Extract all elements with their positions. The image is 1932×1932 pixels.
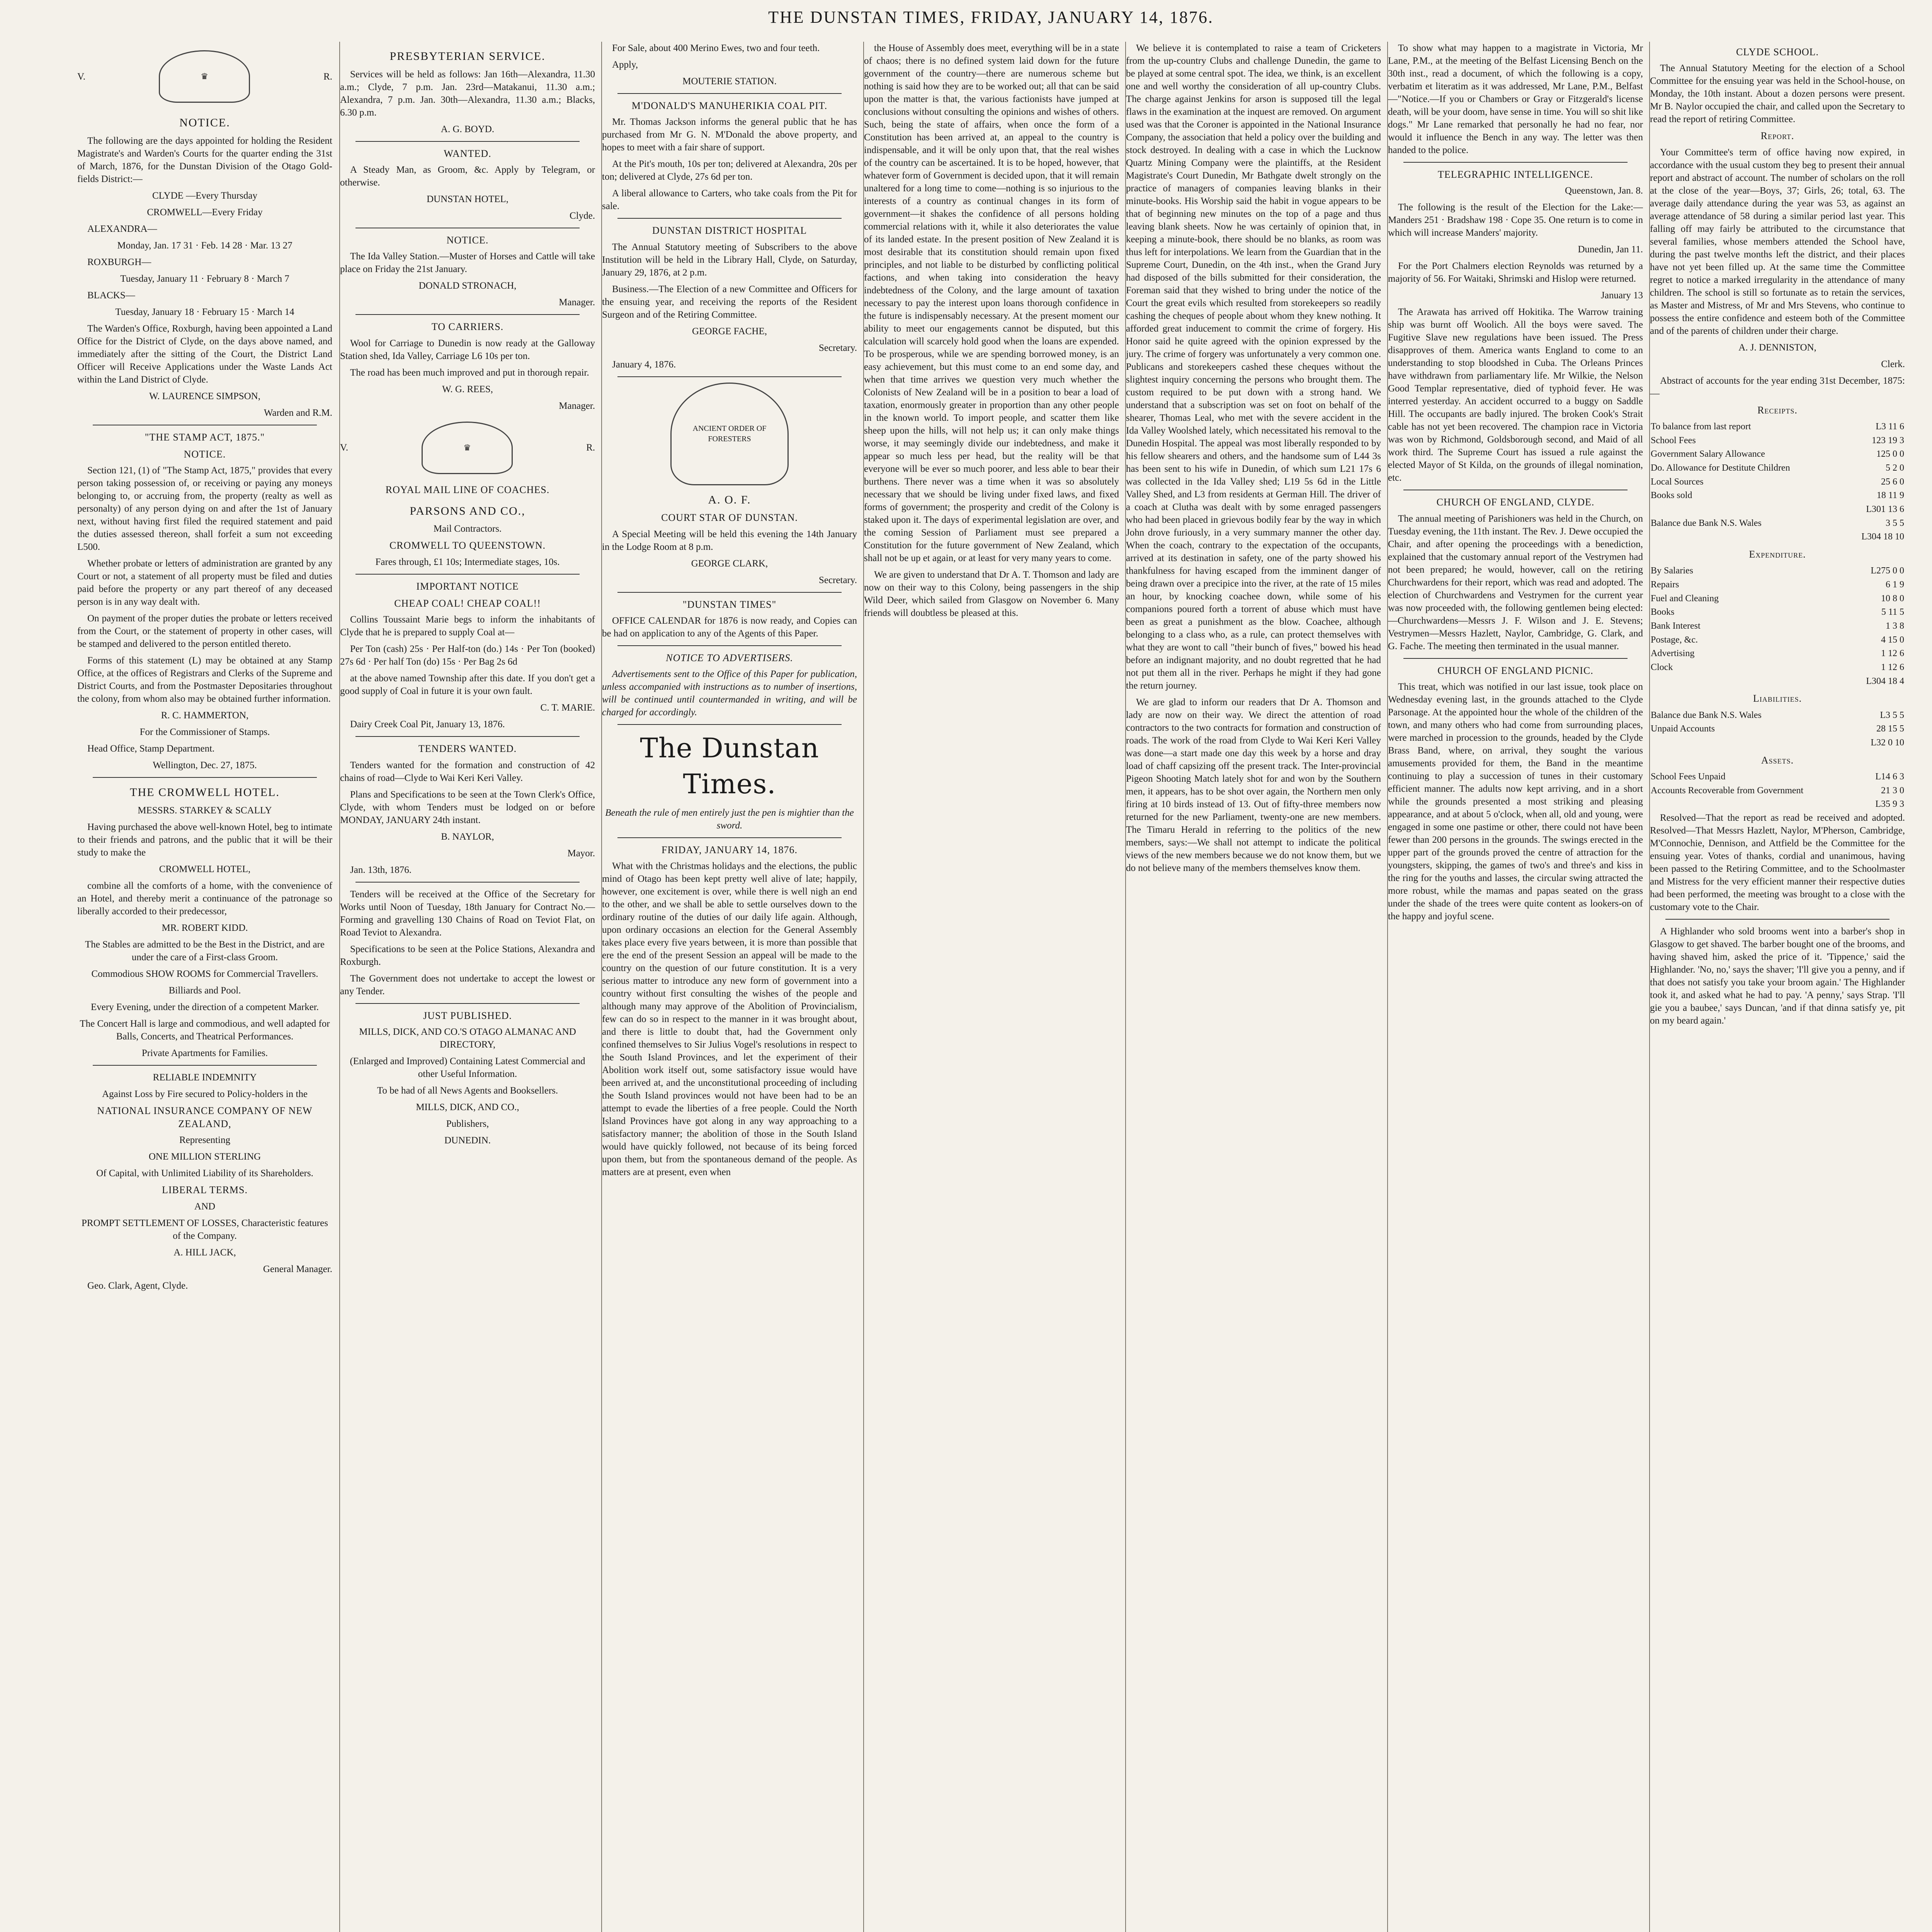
column-2 bbox=[339, 42, 595, 1932]
account-item bbox=[1650, 736, 1844, 750]
account-amount: 1 12 6 bbox=[1881, 648, 1904, 659]
dateline: FRIDAY, JANUARY 14, 1876. bbox=[662, 844, 798, 855]
advertisers-body: Advertisements sent to the Office of this Paper for publication, unless accompanied with instructions as to number of insertions, will be continued until countermanded in writing, and will be charged for accordingly. bbox=[602, 669, 857, 718]
insurance-manager: A. HILL JACK, bbox=[173, 1247, 236, 1258]
account-item: To balance from last report bbox=[1651, 421, 1751, 432]
aof-signature: GEORGE CLARK, bbox=[691, 558, 768, 569]
insurance-capital: ONE MILLION STERLING bbox=[148, 1151, 261, 1162]
coal-body-2: at the above named Township after this date. If you don't get a good supply of Coal in future it is your own fault. bbox=[340, 673, 595, 697]
account-row bbox=[1650, 503, 1905, 517]
hospital-role: Secretary. bbox=[818, 342, 857, 353]
column-4 bbox=[863, 42, 1119, 1932]
account-row bbox=[1650, 461, 1905, 475]
divider bbox=[617, 837, 842, 838]
account-item: Repairs bbox=[1651, 579, 1679, 590]
account-row bbox=[1650, 592, 1905, 606]
stamp-notice-title: NOTICE. bbox=[184, 448, 226, 460]
blacks-lines: Tuesday, January 18 · February 15 · March 14 bbox=[115, 306, 294, 317]
school-intro: The Annual Statutory Meeting for the election of a School Committee for the ensuing year was held in the School-house, on Monday, the 10th instant. About a dozen persons were present. Mr B. Naylor occupied the chair, and called upon the Secretary to read the report of retiring Committee. bbox=[1650, 63, 1905, 125]
account-amount: L32 0 10 bbox=[1871, 738, 1904, 748]
notice-body: The following are the days appointed for holding the Resident Magistrate's and Warden's Courts for the quarter ending the 31st of March, 1876, for the Dunstan Division of the Otago Gold-fields District:— bbox=[77, 135, 332, 184]
account-amount: 18 11 9 bbox=[1876, 490, 1904, 501]
stamp-act-title: "THE STAMP ACT, 1875." bbox=[145, 431, 265, 443]
carriers-title: TO CARRIERS. bbox=[431, 321, 504, 333]
insurance-manager-role: General Manager. bbox=[263, 1264, 332, 1274]
account-row bbox=[1650, 420, 1905, 434]
account-item: Balance due Bank N.S. Wales bbox=[1651, 710, 1762, 720]
mail-firm: PARSONS AND CO., bbox=[410, 504, 526, 517]
account-row bbox=[1650, 564, 1905, 578]
aof-body: A Special Meeting will be held this evening the 14th January in the Lodge Room at 8 p.m. bbox=[602, 529, 857, 552]
school-title: CLYDE SCHOOL. bbox=[1736, 46, 1819, 58]
tenders-date: Jan. 13th, 1876. bbox=[350, 864, 412, 875]
columns bbox=[77, 42, 1905, 1932]
warden-para: The Warden's Office, Roxburgh, having been appointed a Land Office for the District of Clyde, on the days above named, and immediately after the sitting of the Court, the District Land Officer will Receive Applications under the Waste Lands Act within the Land District of Clyde. bbox=[77, 323, 332, 385]
receipts-table bbox=[1650, 420, 1905, 544]
column-1 bbox=[77, 42, 332, 1932]
account-item: By Salaries bbox=[1651, 566, 1693, 576]
highlander-anecdote: A Highlander who sold brooms went into a barber's shop in Glasgow to get shaved. The barber bought one of the brooms, and having shaved him, asked the price of it. 'Tippence,' said the Highlander. 'No, no,' says the shaver; 'I'll give you a penny, and if that does not satisfy you take your broom again.' The Highlander took it, and asked what he had to pay. 'A penny,' says Strap. 'I'll gie you a baubee,' says Duncan, 'and if that dinna satisfy ye, pit on my beard again.' bbox=[1650, 926, 1905, 1026]
wanted-body: A Steady Man, as Groom, &c. Apply by Telegram, or otherwise. bbox=[340, 164, 595, 188]
account-row bbox=[1650, 605, 1905, 619]
assets-table bbox=[1650, 770, 1905, 811]
account-row bbox=[1650, 661, 1905, 675]
account-amount: 4 15 0 bbox=[1881, 634, 1904, 645]
advertisers-title: NOTICE TO ADVERTISERS. bbox=[666, 652, 793, 663]
account-row bbox=[1650, 784, 1905, 798]
blacks-head: BLACKS— bbox=[87, 290, 135, 301]
account-row bbox=[1650, 736, 1905, 750]
hospital-body-2: Business.—The Election of a new Committee and Officers for the ensuing year, and receiving the reports of the Resident Surgeon and of the Retiring Committee. bbox=[602, 284, 857, 320]
account-item: School Fees Unpaid bbox=[1651, 771, 1726, 782]
carriers-body-2: The road has been much improved and put in thorough repair. bbox=[350, 367, 589, 378]
news-items: We believe it is contemplated to raise a team of Cricketers from the up-country Clubs and challenge Dunedin, the game to be played at some central spot. The idea, we think, is an excellent one and well worthy the consideration of all up-country Clubs. The charge against Jenkins for arson is supposed till the legal flaws in the examination at the inquest are removed. On argument used was that the Coroner is appointed in the National Insurance Company, the association that held a policy over the building and stock destroyed. In dealing with a case in which the Lucknow Quartz Mining Company were the plaintiffs, at the Resident Magistrate's Court Dunedin, Mr Bathgate dwelt strongly on the practice of managers of companies leaving blanks in their minute-books. His Worship said the habit in vogue appears to be that of beginning new minutes on the top of a page and thus leaving blank sheets. Now he was certainly of opinion that, in keeping a minute-book, there should be no blanks, as room was thus left for interpolations. We learn from the Guardian that in the Supreme Court, Dunedin, on the 4th inst., when the Grand Jury had disposed of the bills submitted for their consideration, the Foreman said that they wished to bring under the notice of the Court the great evils which resulted from storekeepers so readily cashing the cheques of people about whom they knew nothing. It afforded great inducement to commit the crime of forgery. His Honor said he quite agreed with the opinion expressed by the jury. The crime of forgery was unfortunately a very common one. Publicans and storekeepers cashed these cheques without the slightest inquiry concerning the persons who brought them. The custom required to be put down with a strong hand. We understand that a subscription was set on foot on behalf of the shearer, Thomas Leal, who met with the severe accident in the Ida Valley Woolshed lately, which necessitated his removal to the Dunedin Hospital. The appeal was most liberally responded to by his fellow shearers and others, and the handsome sum of L44 3s has been sent to his wife in Dunedin, of which sum L21 17s 6 was collected in the Ida Valley shed; L19 5s 6d in the Little Valley Shed, and L3 from residents at German Hill. The driver of a coach at Clutha was dealt with by some enraged passengers who had been placed in grievous bodily fear by the way in which John drove furiously, in a very summary manner the other day. When the coach, contrary to the expectation of the occupants, arrived at its destination in safety, one of the party showed his thankfulness for having escaped from the imminent danger of being drawn over a precipice into the river, at the rate of 15 miles an hour, by knocking coachee down, while some of his companions poured forth a torrent of abuse which must have been as great a punishment as the blow. Coachee, although belonging to a class who, as a rule, can protect themselves with what they are wont to call "their bunch of fives," bowed his head before an indignant majority, and no doubt regretted that he had not put them all in the river. Perhaps he might if they had gone the return journey. bbox=[1126, 43, 1381, 691]
account-item: Books sold bbox=[1651, 490, 1692, 501]
account-amount: 10 8 0 bbox=[1881, 593, 1904, 604]
published-place: DUNEDIN. bbox=[444, 1135, 491, 1146]
account-item: Accounts Recoverable from Government bbox=[1651, 785, 1804, 796]
hotel-concert: The Concert Hall is large and commodious, and well adapted for Balls, Concerts, and Theatrical Performances. bbox=[80, 1018, 330, 1042]
column-6 bbox=[1387, 42, 1643, 1932]
picnic-title: CHURCH OF ENGLAND PICNIC. bbox=[1437, 665, 1594, 676]
account-row bbox=[1650, 675, 1905, 689]
mail-title: ROYAL MAIL LINE OF COACHES. bbox=[385, 484, 550, 495]
account-amount: 125 0 0 bbox=[1876, 449, 1904, 459]
divider bbox=[617, 645, 842, 646]
telegraph-queenstown-body: The following is the result of the Election for the Lake:— Manders 251 · Bradshaw 198 · Cope 35. One return is to come in which will increase Manders' majority. bbox=[1388, 202, 1643, 238]
picnic-body: This treat, which was notified in our last issue, took place on Wednesday evening last, in the grounds attached to the Clyde Parsonage. At the appointed hour the whole of the children of the town, and many others who had come from surrounding places, were marched in procession to the grounds, headed by the Clyde Brass Band, where, on arrival, they sought the various amusements provided for them, the Band in the meantime continuing to play a succession of tunes in their customary efficient manner. The adults now kept arriving, and in a short while the grounds presented a most striking and pleasing appearance, and at about 5 o'clock, when all, old and young, were engaged in some one pastime or other, there could not have been fewer than 200 persons in the grounds. The swings erected in the upper part of the grounds proved the centre of attraction for the youngsters, skipping, the games of two's and three's and kiss in the ring for the youths and lasses, the circular swing attracted the more robust, while the mamas and papas seated on the grass under the shade of the trees were quite content as lookers-on of the happy and joyful scene. bbox=[1388, 681, 1643, 922]
telegraphic-title: TELEGRAPHIC INTELLIGENCE. bbox=[1438, 169, 1593, 180]
assets-title: Assets. bbox=[1761, 754, 1794, 766]
insurance-title: RELIABLE INDEMNITY bbox=[153, 1072, 257, 1083]
mail-seal-left: V. bbox=[340, 442, 349, 453]
divider bbox=[1403, 658, 1628, 659]
account-amount: 5 2 0 bbox=[1886, 463, 1904, 473]
divider bbox=[617, 93, 842, 94]
account-amount: 3 5 5 bbox=[1886, 518, 1904, 528]
seal-right-letter: R. bbox=[323, 71, 332, 82]
account-item: Postage, &c. bbox=[1651, 634, 1698, 645]
stamp-signature: R. C. HAMMERTON, bbox=[161, 710, 249, 721]
divider bbox=[93, 1065, 317, 1066]
insurance-company: NATIONAL INSURANCE COMPANY OF NEW ZEALAND, bbox=[97, 1105, 313, 1130]
tenders-title: TENDERS WANTED. bbox=[418, 743, 517, 755]
hospital-date: January 4, 1876. bbox=[612, 359, 676, 370]
church-body: The annual meeting of Parishioners was held in the Church, on Tuesday evening, the 11th instant. The Rev. J. Dewe occupied the Chair, and after opening the proceedings with a benediction, explained that the customary annual report of the Vestrymen had not been prepared; he would, however, call on the retiring Churchwardens for their report, which was read and adopted. The election of Churchwardens and Vestrymen for the current year was now proceeded with, the following gentlemen being elected:—Churchwardens—Messrs J. F. Wilson and J. E. Stevens; Vestrymen—Messrs Hazlett, Naylor, Cambridge, G. Clark, and G. Fache. The meeting then terminated in the usual manner. bbox=[1388, 513, 1643, 651]
liabilities-table bbox=[1650, 709, 1905, 750]
calendar-body: OFFICE CALENDAR for 1876 is now ready, and Copies can be had on application to any of the Agents of this Paper. bbox=[602, 615, 857, 639]
column-7 bbox=[1649, 42, 1905, 1932]
notice-2-role: Manager. bbox=[559, 297, 595, 308]
account-amount: 1 3 8 bbox=[1886, 621, 1904, 631]
aof-court: COURT STAR OF DUNSTAN. bbox=[661, 512, 798, 524]
coalpit-body-3: A liberal allowance to Carters, who take coals from the Pit for sale. bbox=[602, 188, 857, 212]
coal-signature: C. T. MARIE. bbox=[540, 702, 595, 713]
divider bbox=[1403, 162, 1628, 163]
aof-role: Secretary. bbox=[818, 575, 857, 585]
divider bbox=[355, 141, 580, 142]
account-item: Balance due Bank N.S. Wales bbox=[1651, 518, 1762, 528]
account-amount: L14 6 3 bbox=[1875, 771, 1904, 782]
account-row bbox=[1650, 722, 1905, 736]
telegraph-january-body: The Arawata has arrived off Hokitika. The Warrow training ship was burnt off Woolich. All the boys were saved. The Fugitive Slave new regulations have been issued. The Press disapproves of them. America wants England to come to an understanding to stop bloodshed in Cuba. The Orleans Princes have withdrawn from parliamentary life. Mr Wilkie, the Nelson Good Templar representative, died of typhoid fever. He was interred yesterday. An accident occurred to a buggy on Saddle Hill. The occupants are badly injured. The broken Cook's Strait cable has not yet been recovered. The champion race in Victoria was won by Richmond, Goldsborough second, and Maid of all work third. The Supreme Court has issued a rule against the elected Mayor of St Kilda, on the grounds of illegal nomination, etc. bbox=[1388, 307, 1643, 483]
news-item: We are given to understand that Dr A. T. Thomson and lady are now on their way to this Colony, being passengers in the ship Wild Deer, which sailed from Glasgow on November 6. Many friends will doubtless be pleased at this. bbox=[864, 570, 1119, 618]
account-amount: 5 11 5 bbox=[1881, 607, 1904, 617]
divider bbox=[355, 736, 580, 737]
account-item: School Fees bbox=[1651, 435, 1696, 446]
hotel-predecessor: MR. ROBERT KIDD. bbox=[162, 922, 248, 933]
account-item: Unpaid Accounts bbox=[1651, 724, 1715, 734]
account-row bbox=[1650, 475, 1905, 489]
hotel-show-rooms: Commodious SHOW ROOMS for Commercial Travellers. bbox=[91, 968, 318, 979]
hotel-body-2: combine all the comforts of a home, with the convenience of an Hotel, and thereby merit a continuance of the patronage so liberally accorded to their predecessor, bbox=[77, 880, 332, 917]
divider bbox=[617, 592, 842, 593]
coal-prices: Per Ton (cash) 25s · Per Half-ton (do.) 14s · Per Ton (booked) 27s 6d · Per half Ton (do) 15s · Per Bag 2s 6d bbox=[340, 644, 595, 667]
sale-station: MOUTERIE STATION. bbox=[682, 76, 777, 87]
report-body: Your Committee's term of office having now expired, in accordance with the usual custom they beg to present their annual report and abstract of account. The number of scholars on the roll at the close of the year—Boys, 37; Girls, 26; total, 63. The average daily attendance during the year was 53, as against an average attendance of 58 during a similar period last year. This falling off may fairly be attributed to the circumstance that several families, whose members attended the School have, during the past twelve months left the district, and their places have not yet been filled up. At the same time the Committee regret to notice a marked irregularity in the attendance of many children. The school is still so fortunate as to retain the services, as Master and Mistress, of Mr and Mrs Stevens, who continue to possess the entire confidence and esteem both of the Committee and of the parents of children under their charge. bbox=[1650, 147, 1905, 336]
published-sub: (Enlarged and Improved) Containing Latest Commercial and other Useful Information. bbox=[350, 1056, 585, 1079]
tenders-2-body-3: The Government does not undertake to accept the lowest or any Tender. bbox=[340, 973, 595, 997]
stamp-para-1: Section 121, (1) of "The Stamp Act, 1875," provides that every person taking possession of, or receiving or paying any moneys belonging to, or accruing from, the property (realty as well as personalty) of any person dying on and after the 1st of January next, without having first filed the required statement and paid the duties assessed thereon, shall forfeit a sum not exceeding L500. bbox=[77, 465, 332, 553]
account-item bbox=[1650, 675, 1812, 689]
leader-continued: the House of Assembly does meet, everything will be in a state of chaos; there is no defined system laid down for the future government of the country—there are numerous scheme but nothing is said how they are to be worked out; all that can be said upon the matter is that, the various factionists have jumped at conclusions without consulting the opinions and wishes of others. Such, being the state of affairs, when once the form of a Constitution has been arrived at, an appeal to the country is indispensable, and it will be only upon that, that the real wishes of the country can be ascertained. It is to be hoped, however, that whatever form of Government is decided upon, that it will remain unaltered for a long time to come—nothing is so injurious to the interests of a country as continual changes in its form of government—it shakes the confidence of all persons holding commercial relations with it, while it also deteriorates the value of its landed estate. In the present position of New Zealand it is most desirable that its constitution should remain upon fixed principles, and not liable to be disturbed by conflicting political factions, and when taking into consideration the heavy indebtedness of the Colony, and the large amount of taxation necessary to pay the interest upon loans thorough confidence in the future is indispensably necessary. At the present moment our ability to meet our engagements cannot be disputed, but this calculation will scarcely hold good when the loans are expended. To be prosperous, while we are spending borrowed money, is an easy achievement, but this must come to an end some day, and when that time arrives we question very much whether the Colonists of New Zealand will be in a position to bear a load of taxation, enormously greater in proportion than any other people in the known world. To import people, and scatter them like sheep upon the hills, will not help us; it can only make things worse, it may seemingly divide our indebtedness, and make it appear so much less per head, but the reality will be that everyone will be ever so much poorer, and less able to bear their burthens. There never was a time when it was so absolutely necessary that we should be living under fixed laws, and fixed forms of government; the prosperity and credit of the Colony is staked upon it. The days of experimental legislation are over, and the coming Session of Parliament must see prepared a Constitution for the future government of New Zealand, which shall not be up et again, or at least for very many years to come. bbox=[864, 43, 1119, 563]
notice-2-title: NOTICE. bbox=[446, 234, 489, 246]
carriers-role: Manager. bbox=[559, 400, 595, 411]
insurance-subtitle: Against Loss by Fire secured to Policy-holders in the bbox=[102, 1088, 308, 1099]
wanted-hotel: DUNSTAN HOTEL, bbox=[427, 194, 509, 204]
notice-2-signature: DONALD STRONACH, bbox=[418, 281, 517, 291]
tenders-2-body-2: Specifications to be seen at the Police Stations, Alexandra and Roxburgh. bbox=[340, 944, 595, 967]
account-amount: 21 3 0 bbox=[1881, 785, 1904, 796]
account-row bbox=[1650, 619, 1905, 633]
abstract-heading: Abstract of accounts for the year ending 31st December, 1875:— bbox=[1650, 375, 1905, 399]
account-amount: 1 12 6 bbox=[1881, 662, 1904, 672]
insurance-and: AND bbox=[194, 1201, 216, 1212]
presbyterian-signature: A. G. BOYD. bbox=[440, 124, 495, 134]
account-amount: L35 9 3 bbox=[1875, 799, 1904, 810]
coal-subtitle: CHEAP COAL! CHEAP COAL!! bbox=[394, 598, 541, 609]
alexandra-head: ALEXANDRA— bbox=[87, 223, 157, 234]
telegraph-dunedin-body: For the Port Chalmers election Reynolds was returned by a majority of 56. For Waitaki, Shrimski and Hislop were returned. bbox=[1388, 261, 1643, 284]
account-item: Books bbox=[1651, 607, 1675, 617]
coal-body: Collins Toussaint Marie begs to inform the inhabitants of Clyde that he is prepared to supply Coal at— bbox=[340, 614, 595, 638]
stamp-office: Head Office, Stamp Department. bbox=[87, 743, 215, 754]
cromwell-line: CROMWELL—Every Friday bbox=[147, 207, 263, 218]
hospital-signature: GEORGE FACHE, bbox=[692, 326, 767, 337]
stamp-date: Wellington, Dec. 27, 1875. bbox=[153, 760, 257, 771]
coalpit-title: M'DONALD'S MANUHERIKIA COAL PIT. bbox=[631, 100, 828, 111]
coal-place: Dairy Creek Coal Pit, January 13, 1876. bbox=[350, 719, 505, 730]
leader-article: What with the Christmas holidays and the elections, the public mind of Otago has been kept pretty well alive of late; happily, however, one excitement is over, while there is well nigh an end to the other, and we shall be able to settle ourselves down to the ordinary routine of the duties of our daily life again. Although, upon ordinary occasions an election for the General Assembly takes place every five years between, it is more than possible that ere the end of the present Session an appeal will be made to the country on the question of our future constitution. It is a very serious matter to introduce any new form of government into a country without first consulting the wishes of the people and although many may approve of the Abolition of Provincialism, few can do so in respect to the manner in it was brought about, and there is little to doubt that, had the Government only confined themselves to Sir Julius Vogel's resolutions in respect to the South Island Provinces, and let the experiment of their Abolition work itself out, some satisfactory issue would have been arrived at, and the unconstitutional proceeding of including the South Island provinces would not have been had to be an attempt to evade the liberties of a free people. Could the North Island Provinces have got along in any way approaching to a satisfactory manner; the abolition of those in the South Island would have quickly followed, not because of its being forced upon them, but from the spontaneous demand of the people. As matters are at present, even when bbox=[602, 861, 857, 1178]
account-amount: 25 6 0 bbox=[1881, 476, 1904, 487]
divider bbox=[617, 376, 842, 377]
account-item bbox=[1650, 530, 1844, 544]
account-item: Bank Interest bbox=[1651, 621, 1701, 631]
tenders-role: Mayor. bbox=[567, 848, 595, 859]
account-amount: L304 18 4 bbox=[1866, 676, 1904, 686]
warden-signature: W. LAURENCE SIMPSON, bbox=[149, 391, 260, 401]
tenders-2-body: Tenders will be received at the Office of the Secretary for Works until Noon of Tuesday, 18th January for Contract No.— Forming and gravelling 130 Chains of Road on Teviot Flat, on Road Teviot to Alexandra. bbox=[340, 889, 595, 938]
news-items-2: We are glad to inform our readers that Dr A. Thomson and lady are now on their way. We direct the attention of road contractors to the two contracts for formation and construction of roads. The work of the road from Clyde to Wai Keri Keri Valley was done—a start made one day this week by a horse and dray load of chaff capsizing off the present track. The Inter-provincial Pigeon Shooting Match lately shot for and won by the Southern men, it appears, has to be shot over again, the Northern men only firing at 10 birds instead of 13. Out of fifty-three members now returned for the new Parliament, twenty-one are new members. The Timaru Herald in referring to the politics of the new members, says:—We shall not attempt to indicate the political views of the new members because we do not know them, but we do not believe many of the members themselves know them. bbox=[1126, 697, 1381, 873]
account-amount: 123 19 3 bbox=[1872, 435, 1904, 446]
insurance-rep: Representing bbox=[179, 1135, 230, 1146]
tenders-body-2: Plans and Specifications to be seen at the Town Clerk's Office, Clyde, with whom Tenders must be lodged on or before MONDAY, JANUARY 24th instant. bbox=[340, 789, 595, 825]
account-item: Government Salary Allowance bbox=[1651, 449, 1765, 459]
telegraph-queenstown: Queenstown, Jan. 8. bbox=[1565, 185, 1643, 196]
hotel-name: CROMWELL HOTEL, bbox=[159, 864, 251, 874]
presbyterian-body: Services will be held as follows: Jan 16th—Alexandra, 11.30 a.m.; Clyde, 7 p.m. Jan. 23rd—Matakanui, 11.30 a.m.; Alexandra, 7 p.m. Jan. 30th—Alexandra, 11.30 a.m.; Blacks, 6.30 p.m. bbox=[340, 69, 595, 118]
stamp-role: For the Commissioner of Stamps. bbox=[139, 727, 270, 738]
roxburgh-head: ROXBURGH— bbox=[87, 257, 151, 267]
account-item bbox=[1650, 503, 1844, 517]
aof-title: A. O. F. bbox=[708, 493, 751, 506]
hotel-stables: The Stables are admitted to be the Best in the District, and are under the care of a First-class Groom. bbox=[85, 939, 325, 963]
tenders-signature: B. NAYLOR, bbox=[441, 831, 494, 842]
expenditure-table bbox=[1650, 564, 1905, 688]
account-item: Fuel and Cleaning bbox=[1651, 593, 1719, 604]
coalpit-body-2: At the Pit's mouth, 10s per ton; delivered at Alexandra, 20s per ton; delivered at Clyde, 27s 6d per ton. bbox=[602, 159, 857, 182]
divider bbox=[1665, 919, 1889, 920]
divider bbox=[355, 882, 580, 883]
account-amount: L275 0 0 bbox=[1871, 566, 1904, 576]
paper-title: The Dunstan Times. bbox=[640, 732, 819, 800]
account-amount: L304 18 10 bbox=[1861, 532, 1904, 542]
hospital-body: The Annual Statutory meeting of Subscribers to the above Institution will be held in the Library Hall, Clyde, on Saturday, January 29, 1876, at 2 p.m. bbox=[602, 242, 857, 278]
account-item: Local Sources bbox=[1651, 476, 1704, 487]
church-title: CHURCH OF ENGLAND, CLYDE. bbox=[1436, 497, 1595, 508]
divider bbox=[355, 314, 580, 315]
hotel-title: THE CROMWELL HOTEL. bbox=[130, 786, 280, 799]
presbyterian-title: PRESBYTERIAN SERVICE. bbox=[389, 50, 546, 63]
divider bbox=[355, 1003, 580, 1004]
expenditure-title: Expenditure. bbox=[1749, 548, 1806, 560]
published-body: MILLS, DICK, AND CO.'S OTAGO ALMANAC AND DIRECTORY, bbox=[359, 1027, 576, 1050]
carriers-signature: W. G. REES, bbox=[442, 384, 493, 395]
report-signature: A. J. DENNISTON, bbox=[1738, 342, 1816, 353]
report-role: Clerk. bbox=[1881, 359, 1905, 369]
coal-title: IMPORTANT NOTICE bbox=[416, 580, 519, 592]
wanted-place: Clyde. bbox=[570, 210, 595, 221]
receipts-title: Receipts. bbox=[1757, 404, 1798, 416]
stamp-para-4: Forms of this statement (L) may be obtained at any Stamp Office, at the offices of Registrars and Clerks of the Supreme and District Courts, and from the Postmaster Depositaries throughout the colony, from whom also may be obtained further information. bbox=[77, 655, 332, 704]
account-row bbox=[1650, 709, 1905, 723]
mail-seal-right: R. bbox=[586, 442, 595, 453]
wanted-title: WANTED. bbox=[444, 148, 492, 159]
account-row bbox=[1650, 647, 1905, 661]
royal-arms-icon: ♛ bbox=[159, 50, 250, 103]
notice-title: NOTICE. bbox=[179, 116, 230, 129]
hotel-private: Private Apartments for Families. bbox=[141, 1048, 268, 1058]
roxburgh-lines: Tuesday, January 11 · February 8 · March 7 bbox=[120, 273, 289, 284]
hotel-owners: MESSRS. STARKEY & SCALLY bbox=[138, 805, 272, 816]
mail-route: CROMWELL TO QUEENSTOWN. bbox=[389, 540, 546, 551]
published-sub-2: To be had of all News Agents and Booksellers. bbox=[377, 1085, 558, 1096]
notice-2-body: The Ida Valley Station.—Muster of Horses and Cattle will take place on Friday the 21st January. bbox=[340, 251, 595, 275]
published-title: JUST PUBLISHED. bbox=[423, 1010, 512, 1021]
alexandra-lines: Monday, Jan. 17 31 · Feb. 14 28 · Mar. 13 27 bbox=[117, 240, 293, 251]
account-item bbox=[1650, 798, 1863, 811]
liabilities-title: Liabilities. bbox=[1753, 693, 1802, 704]
mail-contractors: Mail Contractors. bbox=[433, 524, 502, 534]
seal-left-letter: V. bbox=[77, 71, 86, 82]
telegraph-dunedin: Dunedin, Jan 11. bbox=[1578, 244, 1643, 255]
divider bbox=[617, 724, 842, 725]
insurance-terms: LIBERAL TERMS. bbox=[162, 1184, 248, 1196]
warden-role: Warden and R.M. bbox=[264, 407, 332, 418]
mail-fares: Fares through, £1 10s; Intermediate stages, 10s. bbox=[375, 556, 560, 567]
stamp-para-3: On payment of the proper duties the probate or letters received from the Court, or the statement of property in other cases, will be stamped and delivered to the person entitled thereto. bbox=[77, 613, 332, 650]
account-row bbox=[1650, 489, 1905, 503]
hospital-title: DUNSTAN DISTRICT HOSPITAL bbox=[652, 225, 807, 236]
royal-arms-icon: ♛ bbox=[422, 422, 513, 474]
published-firm: MILLS, DICK, AND CO., bbox=[416, 1102, 519, 1112]
account-amount: 28 15 5 bbox=[1876, 724, 1904, 734]
report-title: Report. bbox=[1760, 130, 1794, 142]
insurance-prompt: PROMPT SETTLEMENT OF LOSSES, Characteristic features of the Company. bbox=[82, 1218, 328, 1241]
account-amount: 6 1 9 bbox=[1886, 579, 1904, 590]
account-row bbox=[1650, 770, 1905, 784]
account-amount: L3 11 6 bbox=[1876, 421, 1904, 432]
divider bbox=[355, 574, 580, 575]
column-3 bbox=[601, 42, 857, 1932]
paper-motto: Beneath the rule of men entirely just the pen is mightier than the sword. bbox=[605, 807, 854, 831]
account-item: Clock bbox=[1651, 662, 1673, 672]
insurance-capital-2: Of Capital, with Unlimited Liability of its Shareholders. bbox=[96, 1168, 313, 1179]
account-item: Advertising bbox=[1651, 648, 1695, 659]
account-row bbox=[1650, 447, 1905, 461]
account-amount: L301 13 6 bbox=[1866, 504, 1904, 514]
hotel-billiards-2: Every Evening, under the direction of a competent Marker. bbox=[90, 1002, 319, 1012]
insurance-agent: Geo. Clark, Agent, Clyde. bbox=[87, 1280, 188, 1291]
divider bbox=[93, 777, 317, 778]
account-row bbox=[1650, 517, 1905, 531]
hotel-body: Having purchased the above well-known Hotel, beg to intimate to their friends and patrons, and the public that it will be their study to make the bbox=[77, 821, 332, 858]
clyde-line: CLYDE —Every Thursday bbox=[152, 190, 257, 201]
account-row bbox=[1650, 633, 1905, 647]
coalpit-body: Mr. Thomas Jackson informs the general public that he has purchased from Mr G. N. M'Donald the above property, and hopes to meet with a fair share of support. bbox=[602, 117, 857, 153]
page-masthead: THE DUNSTAN TIMES, FRIDAY, JANUARY 14, 1876. bbox=[768, 7, 1214, 27]
resolved-text: Resolved—That the report as read be received and adopted. Resolved—That Messrs Hazlett, Naylor, M'Pherson, Cambridge, M'Connochie, Dennison, and Attfield be the Committee for the ensuing year. Votes of thanks, cordial and unanimous, having been passed to the Retiring Committee, and to the Schoolmaster and Mistress for the very efficient manner their respective duties had been performed, the meeting was brought to a close with the customary vote to the Chair. bbox=[1650, 813, 1905, 912]
hotel-billiards: Billiards and Pool. bbox=[168, 985, 241, 996]
account-row bbox=[1650, 798, 1905, 811]
foresters-emblem-icon: ANCIENT ORDER OF FORESTERS bbox=[670, 383, 789, 485]
carriers-body: Wool for Carriage to Dunedin is now ready at the Galloway Station shed, Ida Valley, Carriage L6 10s per ton. bbox=[340, 338, 595, 361]
account-row bbox=[1650, 530, 1905, 544]
victoria-item: To show what may happen to a magistrate in Victoria, Mr Lane, P.M., at the meeting of the Belfast Licensing Bench on the 30th inst., read a document, of which the following is a copy, verbatim et literatim as it was addressed, Mr Lane, P.M., Belfast—"Notice.—If you or Chambers or Gray or Fitzgerald's license death, will be your doom, have sense in time. You will so shit like dogs." Mr Lane remarked that personally he had no fear, nor would it influence the Bench in any way. The letter was then handed to the police. bbox=[1388, 43, 1643, 155]
tenders-body: Tenders wanted for the formation and construction of 42 chains of road—Clyde to Wai Keri Keri Valley. bbox=[340, 760, 595, 783]
telegraph-january: January 13 bbox=[1601, 290, 1643, 301]
published-role: Publishers, bbox=[446, 1119, 489, 1129]
divider bbox=[617, 218, 842, 219]
sale-body: For Sale, about 400 Merino Ewes, two and four teeth. bbox=[612, 43, 820, 53]
sale-apply: Apply, bbox=[612, 60, 638, 70]
column-5 bbox=[1125, 42, 1381, 1932]
account-row bbox=[1650, 434, 1905, 448]
account-row bbox=[1650, 578, 1905, 592]
calendar-title: "DUNSTAN TIMES" bbox=[682, 599, 777, 610]
stamp-para-2: Whether probate or letters of administration are granted by any Court or not, a statement of all property must be filed and duties paid before the property or any part thereof of any deceased person is in any way dealt with. bbox=[77, 558, 332, 607]
account-amount: L3 5 5 bbox=[1880, 710, 1904, 720]
account-item: Do. Allowance for Destitute Children bbox=[1651, 463, 1790, 473]
